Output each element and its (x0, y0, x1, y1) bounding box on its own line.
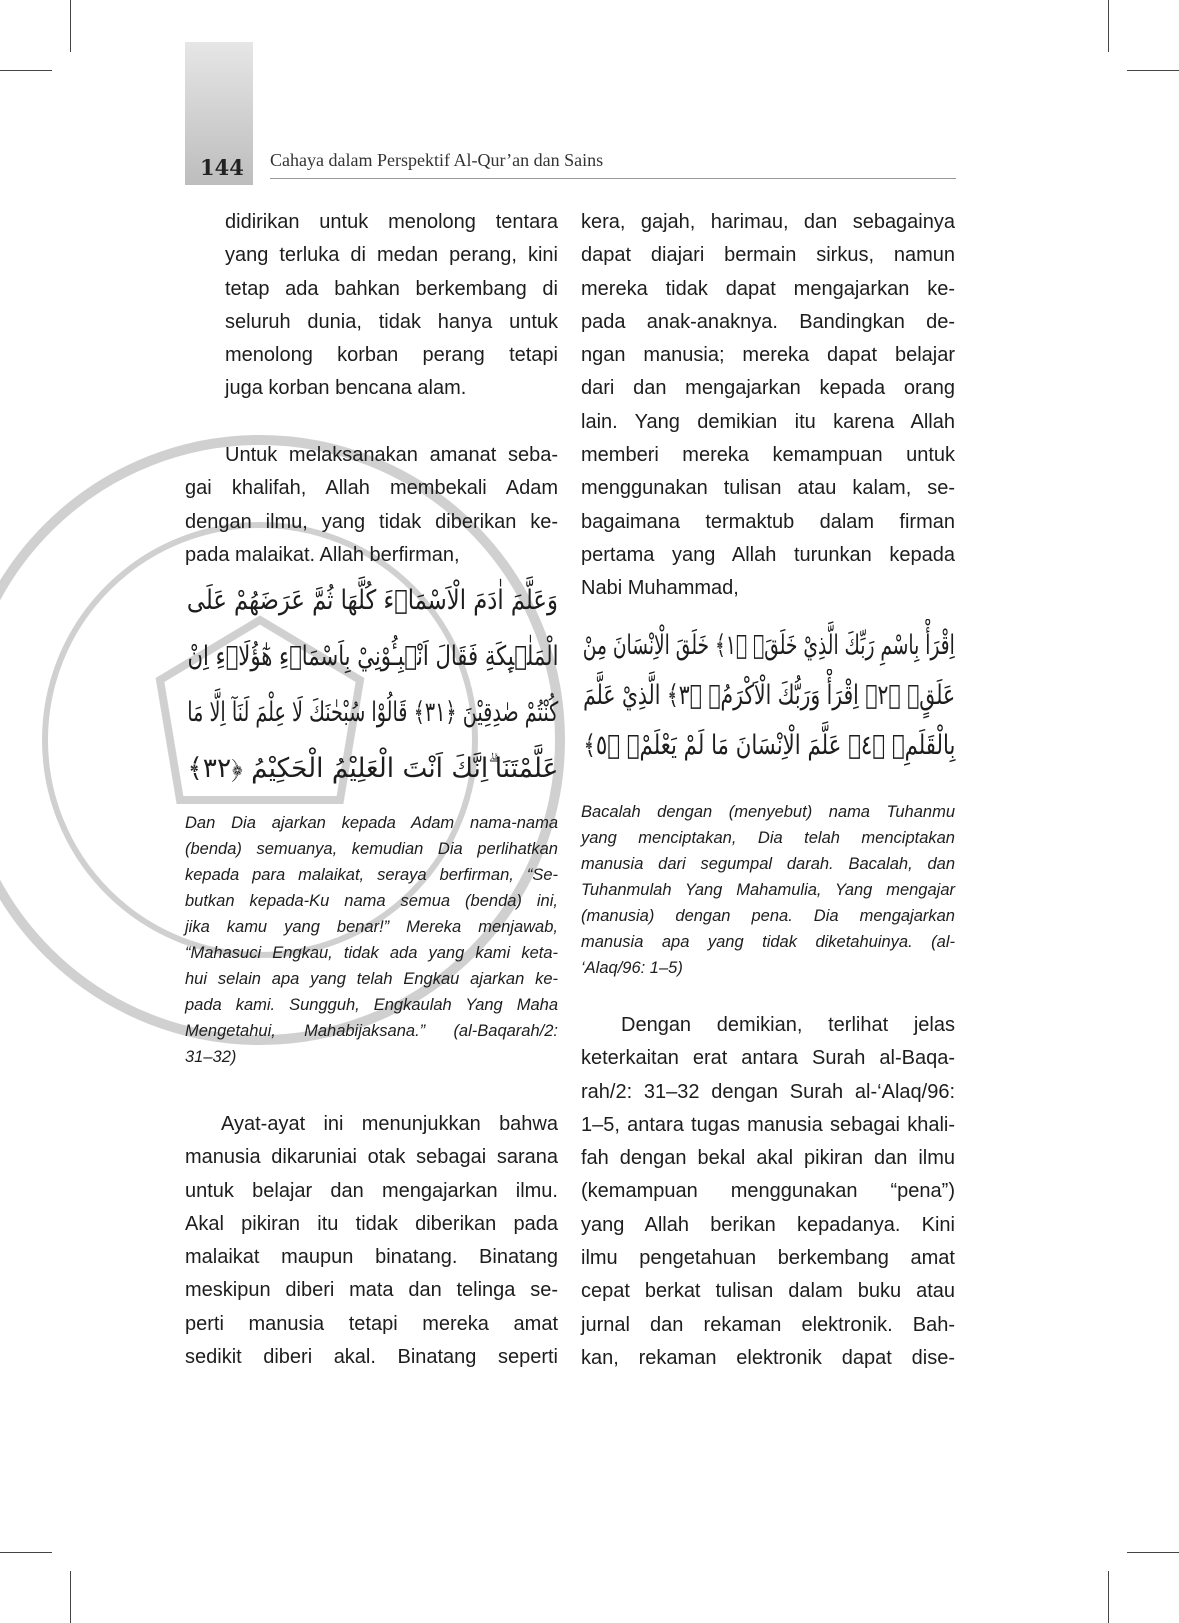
text-line: pada anak-anaknya. Bandingkan de- (581, 310, 955, 333)
crop-mark (0, 1552, 52, 1553)
text-line: keterkaitan erat antara Surah al-Baqa- (581, 1047, 955, 1070)
text-line: kan, rekaman elektronik dapat dise- (581, 1346, 955, 1369)
text-line: jika kamu yang benar!” Mereka menjawab, (185, 918, 558, 936)
arabic-line: عَلَقٍۚ ﴿٢﴾ اِقْرَأْ وَرَبُّكَ الْاَكْرَمُۙ ﴿٣﴾ الَّذِيْ عَلَّمَ (582, 680, 955, 711)
text-line: yang menciptakan, Dia telah menciptakan (581, 829, 955, 847)
text-line: seluruh dunia, tidak hanya untuk (225, 310, 558, 333)
paragraph (185, 1108, 558, 1374)
text-line: ngan manusia; mereka dapat belajar (581, 344, 955, 367)
paragraph-continuation (225, 206, 558, 406)
text-line: ‘Alaq/96: 1–5) (581, 959, 683, 977)
text-line: (benda) semuanya, kemudian Dia perlihatkan (185, 840, 558, 858)
paragraph (185, 439, 558, 572)
text-line: memberi mereka kemampuan untuk (581, 444, 955, 467)
text-line: lain. Yang demikian itu karena Allah (581, 410, 955, 433)
header-rule (270, 178, 956, 179)
text-line: manusia apa yang tidak diketahuinya. (al- (581, 933, 955, 951)
text-line: cepat berkat tulisan dalam buku atau (581, 1280, 955, 1303)
crop-mark (70, 0, 71, 52)
crop-mark (1108, 1571, 1109, 1623)
arabic-line: كُنْتُمْ صٰدِقِيْنَ ﴿٣١﴾ قَالُوْا سُبْحٰنَكَ لَا عِلْمَ لَنَآ اِلَّا مَا (186, 697, 558, 728)
text-line: manusia dari segumpal darah. Bacalah, dan (581, 855, 955, 873)
text-line: kepada para malaikat, seraya berfirman, “Se- (185, 866, 558, 884)
verse-translation (185, 810, 558, 1070)
text-line: Mengetahui, Mahabijaksana.” (al-Baqarah/2: (185, 1022, 558, 1040)
text-line: Tuhanmulah Yang Mahamulia, Yang mengajar (581, 881, 955, 899)
crop-mark (1108, 0, 1109, 52)
text-line: pada kami. Sungguh, Engkaulah Yang Maha (185, 996, 558, 1014)
text-line: malaikat maupun binatang. Binatang (185, 1246, 558, 1269)
text-line: perti manusia tetapi mereka amat (185, 1312, 558, 1335)
crop-mark (1127, 1552, 1179, 1553)
crop-mark (0, 70, 52, 71)
crop-mark (70, 1571, 71, 1623)
text-line: pertama yang Allah turunkan kepada (581, 543, 955, 566)
text-line: bagaimana termaktub dalam firman (581, 510, 955, 533)
text-line: (kemampuan menggunakan “pena”) (581, 1180, 955, 1203)
paragraph (581, 206, 955, 606)
text-line: Nabi Muhammad, (581, 577, 739, 600)
text-line: dapat diajari bermain sirkus, namun (581, 244, 955, 267)
text-line: ilmu pengetahuan berkembang amat (581, 1247, 955, 1270)
text-line: untuk belajar dan mengajarkan ilmu. (185, 1179, 558, 1202)
text-line: yang terluka di medan perang, kini (225, 244, 558, 267)
crop-mark (1127, 70, 1179, 71)
text-line: menggunakan tulisan atau kalam, se- (581, 477, 955, 500)
arabic-line: بِالْقَلَمِۙ ﴿٤﴾ عَلَّمَ الْاِنْسَانَ مَا لَمْ يَعْلَمْۗ ﴿٥﴾ (582, 730, 955, 761)
text-line: didirikan untuk menolong tentara (225, 211, 558, 233)
text-line: 31–32) (185, 1048, 237, 1066)
text-line: juga korban bencana alam. (225, 377, 467, 400)
text-line: jurnal dan rekaman elektronik. Bah- (581, 1313, 955, 1336)
arabic-line: اِقْرَأْ بِاسْمِ رَبِّكَ الَّذِيْ خَلَقَۚ ﴿١﴾ خَلَقَ الْاِنْسَانَ مِنْ (582, 630, 955, 661)
text-line: rah/2: 31–32 dengan Surah al-‘Alaq/96: (581, 1080, 955, 1103)
arabic-line: وَعَلَّمَ اٰدَمَ الْاَسْمَاۤءَ كُلَّهَا ثُمَّ عَرَضَهُمْ عَلَى (187, 585, 558, 616)
text-line: Untuk melaksanakan amanat seba- (225, 444, 558, 466)
text-line: kera, gajah, harimau, dan sebagainya (581, 211, 955, 233)
text-line: meskipun diberi mata dan telinga se- (185, 1279, 558, 1302)
text-line: Dengan demikian, terlihat jelas (621, 1014, 955, 1036)
verse-translation (581, 799, 955, 981)
text-line: Bacalah dengan (menyebut) nama Tuhanmu (581, 803, 955, 821)
arabic-line: الْمَلٰۤىِٕكَةِ فَقَالَ اَنْۢبِـُٔوْنِيْ بِاَسْمَاۤءِ هٰٓؤُلَاۤءِ اِنْ (187, 641, 558, 672)
text-line: (manusia) dengan pena. Dia mengajarkan (581, 907, 955, 925)
text-line: hui selain apa yang telah Engkau ajarkan ke- (185, 970, 558, 988)
arabic-verse (185, 585, 558, 809)
page-number: 144 (200, 155, 244, 180)
text-line: fah dengan bekal akal pikiran dan ilmu (581, 1147, 955, 1170)
text-line: menolong korban perang tetapi (225, 344, 558, 367)
text-line: gai khalifah, Allah membekali Adam (185, 477, 558, 500)
text-line: Dan Dia ajarkan kepada Adam nama-nama (185, 814, 558, 832)
text-line: Ayat-ayat ini menunjukkan bahwa (221, 1113, 558, 1135)
text-line: butkan kepada-Ku nama semua (benda) ini, (185, 892, 558, 910)
text-line: dengan ilmu, yang tidak diberikan ke- (185, 510, 558, 533)
text-line: manusia dikaruniai otak sebagai sarana (185, 1146, 558, 1169)
text-line: tetap ada bahkan berkembang di (225, 277, 558, 300)
text-line: “Mahasuci Engkau, tidak ada yang kami keta- (185, 944, 558, 962)
arabic-verse (581, 630, 955, 780)
text-line: dari dan mengajarkan kepada orang (581, 377, 955, 400)
paragraph (581, 1009, 955, 1375)
text-line: 1–5, antara tugas manusia sebagai khali- (581, 1113, 955, 1136)
text-line: yang Allah berikan kepadanya. Kini (581, 1213, 955, 1236)
arabic-line: عَلَّمْتَنَا ۗاِنَّكَ اَنْتَ الْعَلِيْمُ الْحَكِيْمُ ﴿٣٢﴾ (186, 753, 558, 784)
text-line: mereka tidak dapat mengajarkan ke- (581, 277, 955, 300)
text-line: pada malaikat. Allah berfirman, (185, 543, 460, 566)
text-line: Akal pikiran itu tidak diberikan pada (185, 1212, 558, 1235)
text-line: sedikit diberi akal. Binatang seperti (185, 1346, 558, 1369)
running-title: Cahaya dalam Perspektif Al-Qur’an dan Sains (270, 150, 604, 170)
